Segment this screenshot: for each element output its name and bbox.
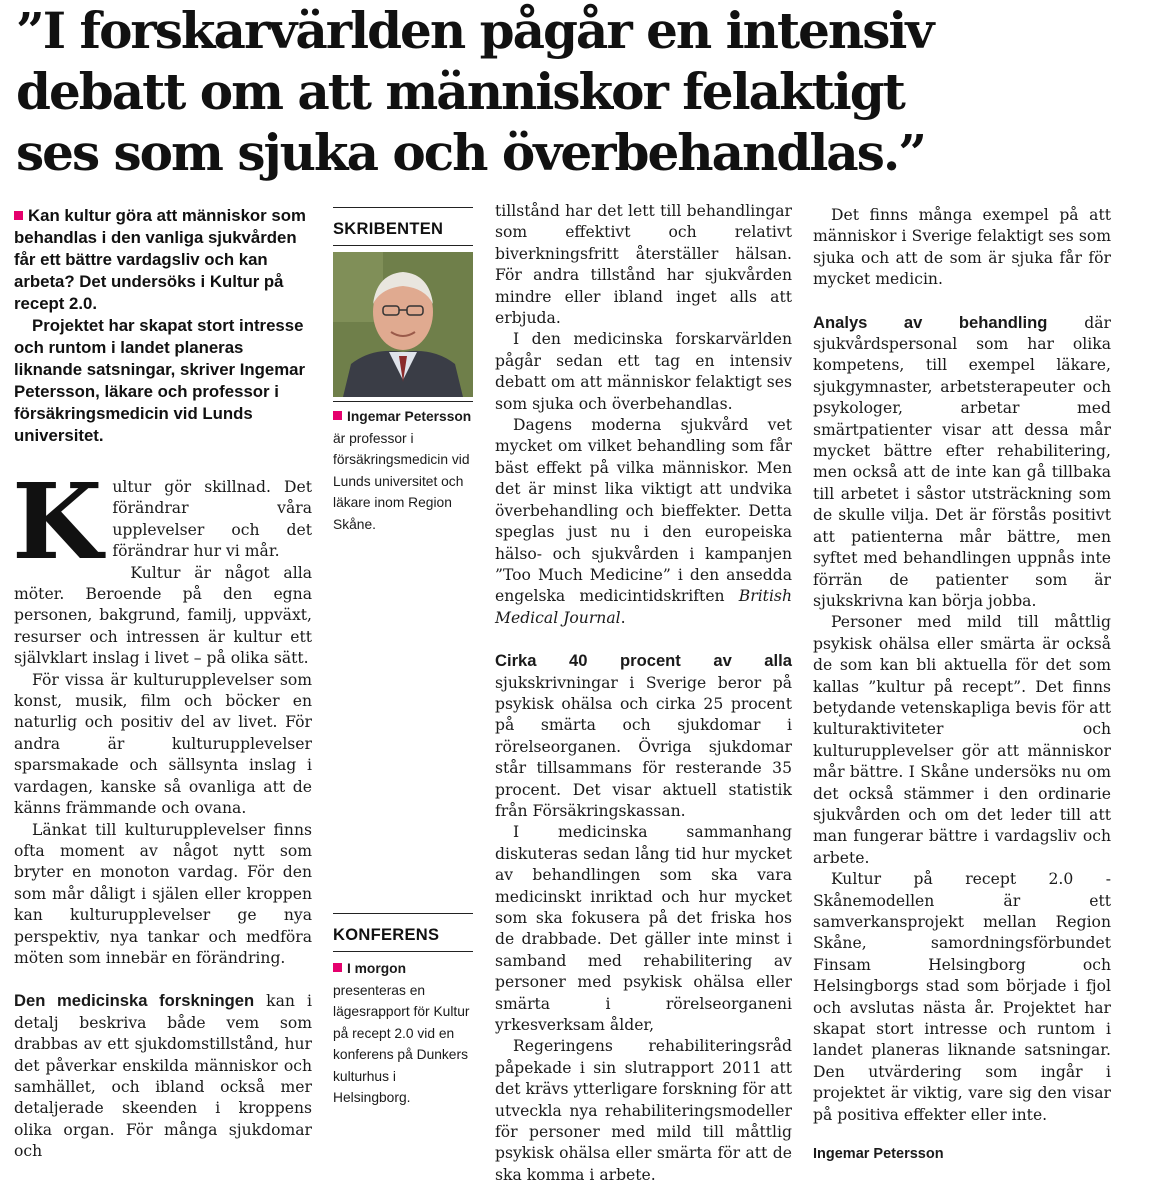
run-in-heading: Cirka 40 procent av alla [495,651,792,671]
bullet-square-icon [333,963,342,972]
sidebar-conference-text [333,958,473,1109]
intro-lead [14,205,312,447]
author-photo [333,252,473,397]
body-paragraph: Det finns många exempel på att människor i Sverige felaktigt ses som sjuka och att de som är sjuka får för mycket medicin. [813,206,1111,289]
drop-cap: K [12,460,103,583]
conference-lead: I morgon [347,961,407,976]
body-text: sjukskrivningar i Sverige beror på psykisk ohälsa och cirka 25 procent på smärta och sjukdomar i rörelseorganen. Övriga sjukdomar står tillsammans för resterande 35 procent. Det visar aktuell statistik från Försäkringskassan. [495,673,792,820]
sidebar-heading: KONFERENS [333,926,440,944]
body-paragraph: I den medicinska forskarvärlden pågår sedan ett tag en intensiv debatt om att människor felaktigt ses som sjuka och överbehandlas. [495,330,792,413]
sidebar-conference [333,913,473,1109]
intro-paragraph-2: Projektet har skapat stort intresse och runtom i landet planeras liknande satsningar, skriver Ingemar Petersson, läkare och professor i försäkringsmedicin vid Lunds universitet. [14,316,306,445]
body-paragraph: Kultur på recept 2.0 - Skånemodellen är ett samverkansprojekt mellan Region Skåne, samordningsförbundet Finsam Helsingborg och Helsingborgs stad som började i fjol och avslutas nästa år. Projektet har skapat stort intresse och runtom i landet planeras liknande satsningar. Den utvärdering som ingår i projektet är viktig, vare sig den visar på positiva effekter eller inte. [813,870,1111,1124]
bullet-square-icon [333,411,342,420]
body-paragraph: Personer med mild till måttlig psykisk ohälsa eller smärta är också de som kan bli aktuella för det som kallas ”kultur på recept”. Det finns betydande vetenskapliga bevis för att kulturaktiviteter och kulturupplevelser gör att människor mår bättre. I Skåne undersöks nu om det också stämmer i den ordinarie sjukvården och om det leder till att man fungerar bättre i vardagsliv och arbete. [813,613,1111,867]
journal-title: British Medical Journal [495,587,792,627]
headline-line-2: debatt om att människor felaktigt [16,62,904,121]
divider [333,401,473,402]
run-in-heading: Den medicinska forskningen [14,991,255,1011]
bullet-square-icon [14,211,23,220]
body-paragraph [813,312,1111,613]
headline-line-3: ses som sjuka och överbehandlas.” [16,123,926,182]
body-paragraph: I medicinska sammanhang diskuteras sedan lång tid hur mycket av behandlingen som ska vara medicinskt inriktad och hur mycket som ska fokusera på det friska hos de drabbade. Det gäller inte minst i samband med rehabilitering av personer med psykisk ohälsa eller smärta i rörelseorganeni yrkesverksam ålder, [495,823,792,1035]
sidebar-writer-text [333,406,473,535]
sidebar-writer [333,207,473,535]
headline-line-1: ”I forskarvärlden pågår en intensiv [16,1,933,60]
body-text: kan i detalj beskriva både vem som drabbas av ett sjukdomstillstånd, hur det påverkar enskilda människor och samhället, och ibland också mer detaljerade skeenden i kroppens olika organ. För många sjukdomar och [14,992,312,1161]
conference-text: presenteras en lägesrapport för Kultur på recept 2.0 vid en konferens på Dunkers kulturhus i Helsingborg. [333,982,470,1105]
intro-paragraph-1: Kan kultur göra att människor som behandlas i den vanliga sjukvården får ett bättre vardagsliv och kan arbeta? Det undersöks i Kultur på recept 2.0. [14,206,306,313]
body-text: Dagens moderna sjukvård vet mycket om vilket behandling som får bäst effekt på vilka människor. Men det är minst lika viktigt att undvika överbehandling och bieffekter. Detta speglas just nu i den europeiska hälso- och sjukvården i kampanjen ”Too Much Medicine” i den ansedda engelska medicintidskriften [495,416,792,606]
body-paragraph: ultur gör skillnad. Det förändrar våra upplevelser och det förändrar hur vi mår. [112,478,312,561]
body-paragraph: Regeringens rehabiliteringsråd påpekade i sin slutrapport 2011 att det krävs ytterligare forskning för att utveckla nya rehabiliteringsmodeller för personer med mild till måttlig psykisk ohälsa eller smärta för att de ska komma i arbete. [495,1037,792,1184]
author-name: Ingemar Petersson [347,409,472,424]
article-column-3 [813,205,1111,1165]
headline [16,0,1146,183]
body-text: där sjukvårdspersonal som har olika kompetens, till exempel läkare, sjukgymnaster, arbetsterapeuter och psykologer, arbetar med smärtpatienter visar att dessa mår mycket bättre efter rehabilitering, men också att de inte kan gå tillbaka till arbetet i såstor utsträckning som de skulle vilja. Det är förstås positivt att patienterna mår bättre, men syftet med behandlingen uppnås inte förrän de patienter som är sjukskrivna kan börja jobba. [813,313,1111,610]
body-paragraph: Dagens moderna sjukvård vet mycket om vilket behandling som får bäst effekt på vilka människor. Men det är minst lika viktigt att undvika överbehandling och bieffekter. Detta speglas just nu i den europeiska hälso- och sjukvården i kampanjen ”Too Much Medicine” i den ansedda engelska medicintidskriften British Medical Journal. [495,416,792,627]
body-paragraph [14,990,312,1162]
body-paragraph: Länkat till kulturupplevelser finns ofta moment av något nytt som bryter en monoton vardag. För den som mår dåligt i själen eller kroppen kan kulturupplevelser ge nya perspektiv, nya tankar och medföra möten som innebär en förändring. [14,820,312,967]
divider [333,245,473,246]
divider [333,951,473,952]
sidebar-heading: SKRIBENTEN [333,220,444,238]
body-paragraph [495,650,792,822]
article-column-2 [495,201,792,1186]
run-in-heading: Analys av behandling [813,312,1048,332]
article-column-1 [14,205,312,1163]
body-paragraph: Kultur är något alla möter. Beroende på den egna personen, bakgrund, familj, uppväxt, resurser och intressen är kultur ett självklart inslag i livet – på olika sätt. [14,563,312,668]
body-paragraph: För vissa är kulturupplevelser som konst, musik, film och böcker en naturlig och positiv del av livet. För andra är kulturupplevelser sparsmakade och sällsynta inslag i vardagen, kanske så ovanliga att de känns främmande och ovana. [14,670,312,818]
body-paragraph: tillstånd har det lett till behandlingar som effektivt och relativt biverkningsfritt återställer hälsan. För andra tillstånd har sjukvården mindre eller ibland inget alls att erbjuda. [495,202,792,328]
signature: Ingemar Petersson [813,1146,944,1163]
author-bio: är professor i försäkringsmedicin vid Lunds universitet och läkare inom Region Skåne. [333,430,470,532]
